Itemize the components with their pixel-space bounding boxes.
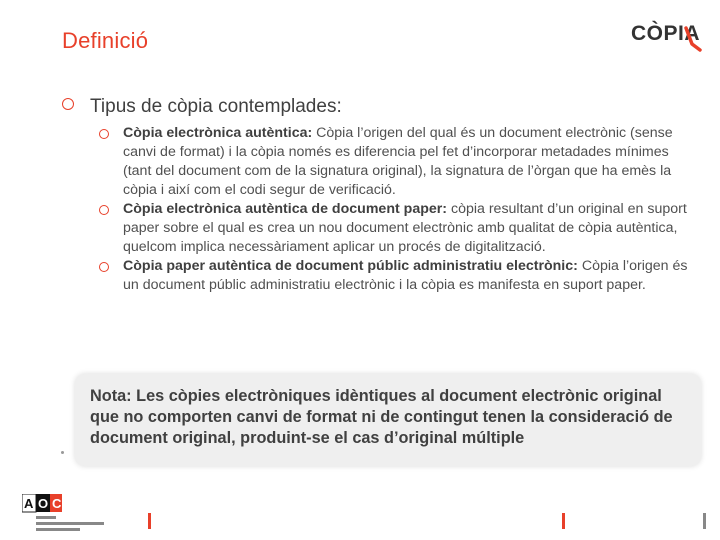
note-label: Nota: xyxy=(90,387,132,405)
logo-mark-icon xyxy=(683,24,703,52)
note-body: Les còpies electròniques idèntiques al document electrònic original que no comporten canvi de format ni de contingut tenen la consideració de document original, produint-se el cas d’original múltiple xyxy=(90,387,673,447)
footer-tick xyxy=(703,513,706,529)
logo-text: CÒPIA xyxy=(631,22,701,45)
bullet-circle-icon xyxy=(99,262,109,272)
aoc-subtitle-lines xyxy=(36,516,106,534)
copy-types-list xyxy=(99,124,695,295)
decorative-dot xyxy=(61,451,64,454)
note-text xyxy=(90,386,690,449)
svg-text:A: A xyxy=(24,496,34,511)
list-item xyxy=(99,257,695,295)
copia-logo xyxy=(631,20,703,54)
svg-text:C: C xyxy=(52,496,62,511)
item-term: Còpia electrònica autèntica: xyxy=(123,125,313,141)
item-term: Còpia paper autèntica de document públic administratiu electrònic: xyxy=(123,258,578,274)
item-text: Còpia l’origen del qual és un document electrònic (sense canvi de format) i la còpia només es diferencia pel fet d’incorporar metadades mínimes (tant del document com de la signatura original), la signatura de l’òrgan que ha emès la còpia i així com el codi segur de verificació. xyxy=(123,125,673,198)
aoc-logo-icon xyxy=(22,494,86,514)
bullet-circle-icon xyxy=(62,98,74,110)
item-term: Còpia electrònica autèntica de document paper: xyxy=(123,201,448,217)
bullet-circle-icon xyxy=(99,205,109,215)
list-item xyxy=(99,200,695,257)
item-text: còpia resultant d’un original en suport paper sobre el qual es crea un nou document electrònic amb qualitat de còpia autèntica, quelcom implica necessàriament aplicar un procés de digitalització. xyxy=(123,201,687,255)
svg-text:O: O xyxy=(38,496,49,511)
footer-tick xyxy=(562,513,565,529)
main-heading: Tipus de còpia contemplades: xyxy=(90,96,342,117)
item-text: Còpia l’origen és un document públic administratiu electrònic i la còpia es manifesta en suport paper. xyxy=(123,258,688,293)
bullet-circle-icon xyxy=(99,129,109,139)
list-item xyxy=(99,124,695,200)
footer-tick xyxy=(148,513,151,529)
slide-title: Definició xyxy=(62,28,149,53)
main-bullet xyxy=(62,96,702,118)
aoc-logo xyxy=(22,494,86,519)
note-box xyxy=(75,374,701,466)
